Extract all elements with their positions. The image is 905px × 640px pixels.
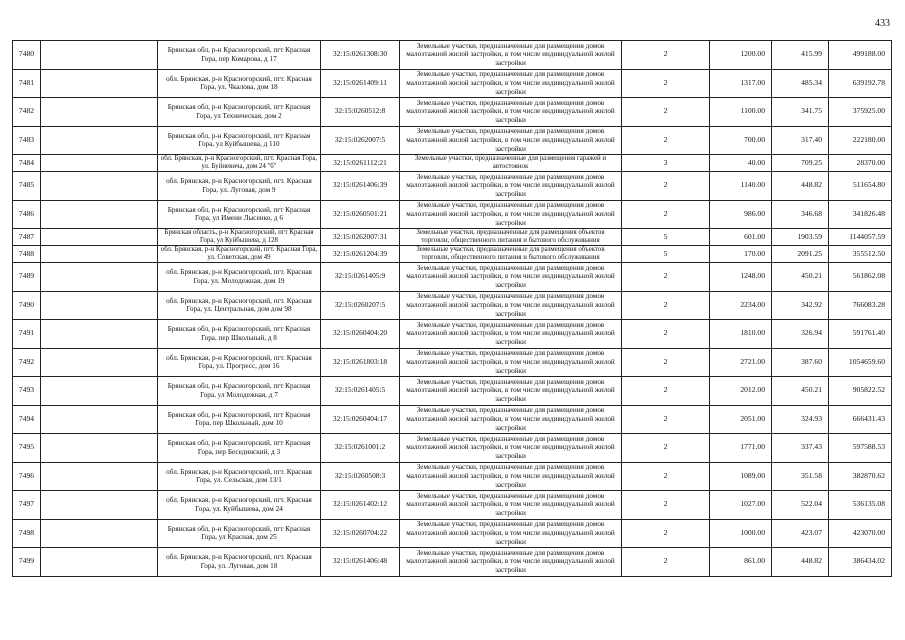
area-cell: 1810.00	[710, 320, 772, 349]
permitted-use-cell: Земельные участки, предназначенные для размещения домов малоэтажной жилой застройки, в том числе индивидуальной жилой застройки	[400, 200, 622, 229]
table-row	[13, 348, 892, 377]
specific-value-cell: 342.92	[772, 291, 829, 320]
row-number: 7499	[13, 548, 41, 577]
blank-column	[41, 200, 158, 229]
area-cell: 601.00	[710, 229, 772, 246]
use-group-cell: 2	[622, 377, 710, 406]
blank-column	[41, 491, 158, 520]
specific-value-cell: 522.04	[772, 491, 829, 520]
use-group-cell: 2	[622, 172, 710, 201]
specific-value-cell: 448.82	[772, 172, 829, 201]
blank-column	[41, 229, 158, 246]
table-row	[13, 229, 892, 246]
permitted-use-cell: Земельные участки, предназначенные для размещения домов малоэтажной жилой застройки, в том числе индивидуальной жилой застройки	[400, 548, 622, 577]
blank-column	[41, 462, 158, 491]
permitted-use-cell: Земельные участки, предназначенные для размещения домов малоэтажной жилой застройки, в том числе индивидуальной жилой застройки	[400, 320, 622, 349]
permitted-use-cell: Земельные участки, предназначенные для размещения домов малоэтажной жилой застройки, в том числе индивидуальной жилой застройки	[400, 41, 622, 70]
cadastral-value-cell: 423070.00	[829, 519, 892, 548]
row-number: 7497	[13, 491, 41, 520]
cadastral-number-cell: 32:15:0262007:31	[321, 229, 400, 246]
cadastral-value-cell: 666431.43	[829, 405, 892, 434]
specific-value-cell: 1903.59	[772, 229, 829, 246]
specific-value-cell: 346.68	[772, 200, 829, 229]
cadastral-number-cell: 32:15:0260501:21	[321, 200, 400, 229]
blank-column	[41, 246, 158, 263]
cadastral-value-cell: 591761.40	[829, 320, 892, 349]
specific-value-cell: 415.99	[772, 41, 829, 70]
row-number: 7481	[13, 69, 41, 98]
area-cell: 40.00	[710, 155, 772, 172]
area-cell: 170.00	[710, 246, 772, 263]
cadastral-number-cell: 32:15:0261405:9	[321, 263, 400, 292]
row-number: 7484	[13, 155, 41, 172]
specific-value-cell: 2091.25	[772, 246, 829, 263]
use-group-cell: 5	[622, 229, 710, 246]
table-row	[13, 98, 892, 127]
use-group-cell: 2	[622, 320, 710, 349]
cadastral-value-cell: 536135.08	[829, 491, 892, 520]
specific-value-cell: 326.94	[772, 320, 829, 349]
row-number: 7498	[13, 519, 41, 548]
permitted-use-cell: Земельные участки, предназначенные для размещения домов малоэтажной жилой застройки, в том числе индивидуальной жилой застройки	[400, 172, 622, 201]
table-row	[13, 291, 892, 320]
address-cell: обл. Брянская, р-н Красногорский, пгт. Красная Гора, ул. Прогресс, дом 16	[158, 348, 321, 377]
table-row	[13, 320, 892, 349]
address-cell: обл. Брянская, р-н Красногорский, пгт. Красная Гора, ул. Куйбышева, дом 24	[158, 491, 321, 520]
table-row	[13, 462, 892, 491]
area-cell: 1100.00	[710, 98, 772, 127]
permitted-use-cell: Земельные участки, предназначенные для размещения домов малоэтажной жилой застройки, в том числе индивидуальной жилой застройки	[400, 69, 622, 98]
row-number: 7494	[13, 405, 41, 434]
cadastral-value-cell: 28370.00	[829, 155, 892, 172]
row-number: 7486	[13, 200, 41, 229]
page-number: 433	[875, 18, 890, 29]
land-registry-table	[12, 40, 892, 577]
use-group-cell: 2	[622, 348, 710, 377]
row-number: 7480	[13, 41, 41, 70]
area-cell: 1248.00	[710, 263, 772, 292]
table-row	[13, 172, 892, 201]
permitted-use-cell: Земельные участки, предназначенные для размещения домов малоэтажной жилой застройки, в том числе индивидуальной жилой застройки	[400, 263, 622, 292]
area-cell: 1000.00	[710, 519, 772, 548]
specific-value-cell: 485.34	[772, 69, 829, 98]
blank-column	[41, 126, 158, 155]
address-cell: Брянская обл, р-н Красногорский, пгт Красная Гора, ул Куйбышева, д 110	[158, 126, 321, 155]
row-number: 7492	[13, 348, 41, 377]
cadastral-number-cell: 32:15:0260207:5	[321, 291, 400, 320]
row-number: 7496	[13, 462, 41, 491]
cadastral-value-cell: 511654.80	[829, 172, 892, 201]
cadastral-value-cell: 222180.00	[829, 126, 892, 155]
table-body	[13, 41, 892, 577]
cadastral-value-cell: 597588.53	[829, 434, 892, 463]
cadastral-number-cell: 32:15:0262007:5	[321, 126, 400, 155]
specific-value-cell: 317.40	[772, 126, 829, 155]
specific-value-cell: 450.21	[772, 263, 829, 292]
area-cell: 986.00	[710, 200, 772, 229]
permitted-use-cell: Земельные участки, предназначенные для размещения домов малоэтажной жилой застройки, в том числе индивидуальной жилой застройки	[400, 519, 622, 548]
address-cell: обл. Брянская, р-н Красногорский, пгт. Красная Гора, ул. Луговая, дом 18	[158, 548, 321, 577]
use-group-cell: 2	[622, 462, 710, 491]
address-cell: обл. Брянская, р-н Красногорский, пгт. Красная Гора, ул. Луговая, дом 9	[158, 172, 321, 201]
address-cell: Брянская обл, р-н Красногорский, пгт Красная Гора, ул Красная, дом 25	[158, 519, 321, 548]
address-cell: Брянская обл, р-н Красногорский, пгт Красная Гора, пер Комарова, д 17	[158, 41, 321, 70]
row-number: 7485	[13, 172, 41, 201]
area-cell: 2234.00	[710, 291, 772, 320]
blank-column	[41, 405, 158, 434]
cadastral-value-cell: 355512.50	[829, 246, 892, 263]
area-cell: 1089.00	[710, 462, 772, 491]
area-cell: 1317.00	[710, 69, 772, 98]
area-cell: 1771.00	[710, 434, 772, 463]
cadastral-value-cell: 561862.08	[829, 263, 892, 292]
cadastral-number-cell: 32:15:0261308:30	[321, 41, 400, 70]
blank-column	[41, 320, 158, 349]
specific-value-cell: 709.25	[772, 155, 829, 172]
table-row	[13, 519, 892, 548]
use-group-cell: 2	[622, 69, 710, 98]
cadastral-number-cell: 32:15:0261406:48	[321, 548, 400, 577]
blank-column	[41, 98, 158, 127]
blank-column	[41, 434, 158, 463]
address-cell: обл. Брянская, р-н Красногорский, пгт. Красная Гора, ул. Сельская, дом 13/1	[158, 462, 321, 491]
row-number: 7483	[13, 126, 41, 155]
row-number: 7482	[13, 98, 41, 127]
permitted-use-cell: Земельные участки, предназначенные для размещения домов малоэтажной жилой застройки, в том числе индивидуальной жилой застройки	[400, 98, 622, 127]
permitted-use-cell: Земельные участки, предназначенные для размещения домов малоэтажной жилой застройки, в том числе индивидуальной жилой застройки	[400, 377, 622, 406]
address-cell: Брянская обл, р-н Красногорский, пгт Красная Гора, пер Школьный, д 8	[158, 320, 321, 349]
cadastral-value-cell: 382870.62	[829, 462, 892, 491]
specific-value-cell: 387.60	[772, 348, 829, 377]
address-cell: Брянская обл, р-н Красногорский, пгт Красная Гора, пер Бесединский, д 3	[158, 434, 321, 463]
table-row	[13, 41, 892, 70]
table-row	[13, 548, 892, 577]
use-group-cell: 2	[622, 548, 710, 577]
blank-column	[41, 548, 158, 577]
area-cell: 1140.00	[710, 172, 772, 201]
use-group-cell: 5	[622, 246, 710, 263]
table-row	[13, 69, 892, 98]
cadastral-number-cell: 32:15:0261402:12	[321, 491, 400, 520]
table-row	[13, 155, 892, 172]
permitted-use-cell: Земельные участки, предназначенные для размещения домов малоэтажной жилой застройки, в том числе индивидуальной жилой застройки	[400, 348, 622, 377]
use-group-cell: 2	[622, 263, 710, 292]
area-cell: 2721.00	[710, 348, 772, 377]
table-row	[13, 263, 892, 292]
permitted-use-cell: Земельные участки, предназначенные для размещения домов малоэтажной жилой застройки, в том числе индивидуальной жилой застройки	[400, 291, 622, 320]
address-cell: Брянская обл, р-н Красногорский, пгт Красная Гора, ул Имени Лысенко, д 6	[158, 200, 321, 229]
cadastral-number-cell: 32:15:0261803:18	[321, 348, 400, 377]
permitted-use-cell: Земельные участки, предназначенные для размещения домов малоэтажной жилой застройки, в том числе индивидуальной жилой застройки	[400, 126, 622, 155]
use-group-cell: 2	[622, 200, 710, 229]
cadastral-value-cell: 499188.00	[829, 41, 892, 70]
use-group-cell: 2	[622, 126, 710, 155]
area-cell: 1200.00	[710, 41, 772, 70]
blank-column	[41, 155, 158, 172]
use-group-cell: 2	[622, 519, 710, 548]
blank-column	[41, 291, 158, 320]
cadastral-number-cell: 32:15:0261112:21	[321, 155, 400, 172]
blank-column	[41, 69, 158, 98]
permitted-use-cell: Земельные участки, предназначенные для размещения домов малоэтажной жилой застройки, в том числе индивидуальной жилой застройки	[400, 405, 622, 434]
blank-column	[41, 377, 158, 406]
cadastral-value-cell: 386434.02	[829, 548, 892, 577]
permitted-use-cell: Земельные участки, предназначенные для размещения объектов торговли, общественного питания и бытового обслуживания	[400, 229, 622, 246]
area-cell: 2051.00	[710, 405, 772, 434]
row-number: 7495	[13, 434, 41, 463]
cadastral-number-cell: 32:15:0260404:17	[321, 405, 400, 434]
cadastral-value-cell: 375925.00	[829, 98, 892, 127]
cadastral-value-cell: 1054659.60	[829, 348, 892, 377]
cadastral-number-cell: 32:15:0261409:11	[321, 69, 400, 98]
address-cell: Брянская обл, р-н Красногорский, пгт Красная Гора, ул Техническая, дом 2	[158, 98, 321, 127]
permitted-use-cell: Земельные участки, предназначенные для размещения гаражей и автостоянок	[400, 155, 622, 172]
cadastral-value-cell: 766083.28	[829, 291, 892, 320]
area-cell: 861.00	[710, 548, 772, 577]
use-group-cell: 2	[622, 41, 710, 70]
cadastral-number-cell: 32:15:0260508:3	[321, 462, 400, 491]
specific-value-cell: 337.43	[772, 434, 829, 463]
cadastral-number-cell: 32:15:0260404:20	[321, 320, 400, 349]
permitted-use-cell: Земельные участки, предназначенные для размещения объектов торговли, общественного питания и бытового обслуживания	[400, 246, 622, 263]
row-number: 7488	[13, 246, 41, 263]
use-group-cell: 2	[622, 405, 710, 434]
address-cell: Брянская обл, р-н Красногорский, пгт Красная Гора, ул Молодежная, д 7	[158, 377, 321, 406]
permitted-use-cell: Земельные участки, предназначенные для размещения домов малоэтажной жилой застройки, в том числе индивидуальной жилой застройки	[400, 462, 622, 491]
blank-column	[41, 263, 158, 292]
cadastral-number-cell: 32:15:0260512:8	[321, 98, 400, 127]
specific-value-cell: 448.82	[772, 548, 829, 577]
specific-value-cell: 324.93	[772, 405, 829, 434]
row-number: 7493	[13, 377, 41, 406]
address-cell: обл. Брянская, р-н Красногорский, пгт. Красная Гора, ул. Буйневича, дом 24 "б"	[158, 155, 321, 172]
address-cell: обл. Брянская, р-н Красногорский, пгт. Красная Гора, ул. Центральная, дом дом 98	[158, 291, 321, 320]
use-group-cell: 2	[622, 434, 710, 463]
table-row	[13, 434, 892, 463]
row-number: 7491	[13, 320, 41, 349]
cadastral-number-cell: 32:15:0260704:22	[321, 519, 400, 548]
table-row	[13, 246, 892, 263]
table-row	[13, 405, 892, 434]
cadastral-value-cell: 1144057.59	[829, 229, 892, 246]
address-cell: обл. Брянская, р-н Красногорский, пгт. Красная Гора, ул. Чкалова, дом 18	[158, 69, 321, 98]
cadastral-value-cell: 905822.52	[829, 377, 892, 406]
address-cell: обл. Брянская, р-н Красногорский, пгт. Красная Гора, ул. Советская, дом 49	[158, 246, 321, 263]
area-cell: 700.00	[710, 126, 772, 155]
row-number: 7490	[13, 291, 41, 320]
use-group-cell: 2	[622, 291, 710, 320]
cadastral-number-cell: 32:15:0261204:39	[321, 246, 400, 263]
permitted-use-cell: Земельные участки, предназначенные для размещения домов малоэтажной жилой застройки, в том числе индивидуальной жилой застройки	[400, 491, 622, 520]
blank-column	[41, 41, 158, 70]
cadastral-number-cell: 32:15:0261405:5	[321, 377, 400, 406]
row-number: 7487	[13, 229, 41, 246]
address-cell: Брянская область, р-н Красногорский, пгт Красная Гора, ул Куйбышева, д 128	[158, 229, 321, 246]
blank-column	[41, 519, 158, 548]
cadastral-number-cell: 32:15:0261001:2	[321, 434, 400, 463]
row-number: 7489	[13, 263, 41, 292]
use-group-cell: 3	[622, 155, 710, 172]
cadastral-value-cell: 341826.48	[829, 200, 892, 229]
use-group-cell: 2	[622, 98, 710, 127]
cadastral-value-cell: 639192.78	[829, 69, 892, 98]
area-cell: 1027.00	[710, 491, 772, 520]
address-cell: обл. Брянская, р-н Красногорский, пгт. Красная Гора, ул. Молодежная, дом 19	[158, 263, 321, 292]
table-row	[13, 200, 892, 229]
blank-column	[41, 172, 158, 201]
specific-value-cell: 450.21	[772, 377, 829, 406]
table-row	[13, 377, 892, 406]
table-row	[13, 126, 892, 155]
area-cell: 2012.00	[710, 377, 772, 406]
table-row	[13, 491, 892, 520]
blank-column	[41, 348, 158, 377]
specific-value-cell: 341.75	[772, 98, 829, 127]
use-group-cell: 2	[622, 491, 710, 520]
specific-value-cell: 351.58	[772, 462, 829, 491]
specific-value-cell: 423.07	[772, 519, 829, 548]
permitted-use-cell: Земельные участки, предназначенные для размещения домов малоэтажной жилой застройки, в том числе индивидуальной жилой застройки	[400, 434, 622, 463]
address-cell: Брянская обл, р-н Красногорский, пгт Красная Гора, пер Школьный, дом 10	[158, 405, 321, 434]
cadastral-number-cell: 32:15:0261406:39	[321, 172, 400, 201]
